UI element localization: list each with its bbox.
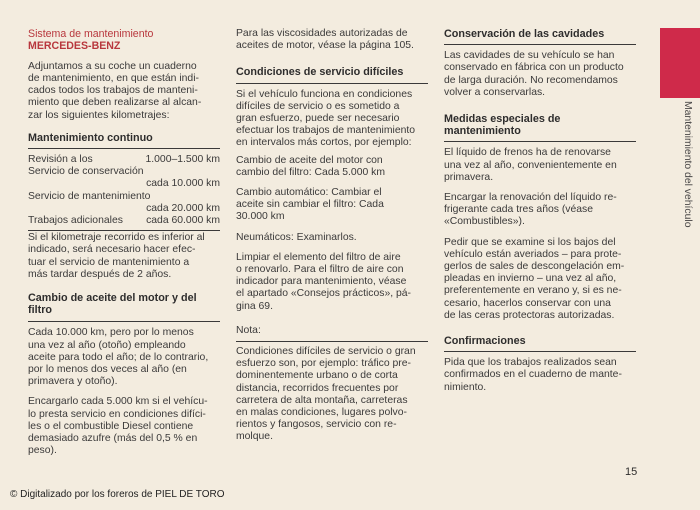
schedule-value: cada 20.000 km <box>146 202 220 214</box>
schedule-row: Revisión a los 1.000–1.500 km <box>28 154 220 166</box>
frenos-paragraph: El líquido de frenos ha de renovarse una vez al año, convenientemente en primavera. <box>444 147 617 183</box>
side-section-label: Mantenimiento del vehículo <box>682 101 693 228</box>
heading-condiciones-dificiles: Condiciones de servicio difíciles <box>236 66 404 79</box>
condiciones-paragraph: Si el vehículo funciona en condiciones difíciles de servicio o es sometido a gran esfuerzo, puede ser necesario efectuar los trabajos de mantenimiento en intervalos más cortos, por ejemplo: <box>236 88 416 149</box>
heading-confirmaciones: Confirmaciones <box>444 335 526 348</box>
heading-mantenimiento-continuo: Mantenimiento continuo <box>28 131 153 144</box>
neumaticos-line: Neumáticos: Examinarlos. <box>236 231 357 243</box>
column-1 <box>28 0 220 458</box>
confirmaciones-paragraph: Pida que los trabajos realizados sean confirmados en el cuaderno de mante- nimiento. <box>444 357 622 393</box>
column-2 <box>236 0 428 444</box>
nota-paragraph: Condiciones difíciles de servicio o gran esfuerzo son, por ejemplo: tráfico pre- dominentemente urbano o de corta distancia, recorridos frecuentes por carretera de alta montaña, carreteras en malas condiciones, lugares polvo- rientos y fangosos, servicio con re- molque. <box>236 346 416 443</box>
bajos-paragraph: Pedir que se examine si los bajos del vehículo están averiados – para prote- gerlos de sales de descongelación em- pleadas en invierno – una vez al año, preferentemente en verano y, si es ne- cesario, hacerlos conservar con una de las ceras protectoras autorizadas. <box>444 236 625 321</box>
section-title-sistema: Sistema de mantenimiento <box>28 28 154 40</box>
conservacion-paragraph: Las cavidades de su vehículo se han conservado en fábrica con un producto de larga duración. No recomendamos volver a conservarlas. <box>444 50 624 98</box>
intro-paragraph: Adjuntamos a su coche un cuaderno de mantenimiento, en que están indi- cados todos los trabajos de manteni- miento que deben realizarse al alcan- zar los siguientes kilometrajes: <box>28 60 202 121</box>
heading-cambio-aceite: Cambio de aceite del motor y del filtro <box>28 292 197 317</box>
heading-conservacion: Conservación de las cavidades <box>444 28 605 40</box>
heading-medidas-especiales: Medidas especiales de mantenimiento <box>444 113 561 138</box>
footer-credit: © Digitalizado por los foreros de PIEL DE TORO <box>10 489 225 500</box>
kilometraje-paragraph: Si el kilometraje recorrido es inferior al indicado, será necesario hacer efec- tuar el servicio de mantenimiento a más tardar después de 2 años. <box>28 232 205 280</box>
maintenance-schedule <box>28 154 220 227</box>
aceite-paragraph-1: Cada 10.000 km, pero por lo menos una vez al año (otoño) empleando aceite para todo el año; de lo contrario, por lo menos dos veces al año (en primavera y otoño). <box>28 327 209 388</box>
schedule-label: Servicio de mantenimiento <box>28 190 151 202</box>
cambio-automatico-paragraph: Cambio automático: Cambiar el aceite sin cambiar el filtro: Cada 30.000 km <box>236 187 384 223</box>
viscosidades-paragraph: Para las viscosidades autorizadas de aceites de motor, véase la página 105. <box>236 28 414 52</box>
refrigerante-paragraph: Encargar la renovación del líquido re- frigerante cada tres años (véase «Combustibles»). <box>444 192 617 228</box>
filtro-aire-paragraph: Limpiar el elemento del filtro de aire o renovarlo. Para el filtro de aire con indicador para mantenimiento, véase el apartado «Consejos prácticos», pá- gina 69. <box>236 251 412 312</box>
section-tab-marker <box>660 28 700 98</box>
page-number: 15 <box>625 466 638 478</box>
nota-label: Nota: <box>236 324 261 336</box>
schedule-label: Servicio de conservación <box>28 166 144 178</box>
brand-title: MERCEDES-BENZ <box>28 40 121 53</box>
schedule-row: Trabajos adicionales cada 60.000 km <box>28 215 220 227</box>
schedule-value: cada 10.000 km <box>146 178 220 190</box>
cambio-motor-paragraph: Cambio de aceite del motor con cambio del filtro: Cada 5.000 km <box>236 154 386 178</box>
column-3 <box>444 0 636 394</box>
aceite-paragraph-2: Encargarlo cada 5.000 km si el vehícu- lo presta servicio en condiciones difíci- les o el combustible Diesel contiene demasiado azufre (más del 0,5 % en peso). <box>28 396 208 457</box>
